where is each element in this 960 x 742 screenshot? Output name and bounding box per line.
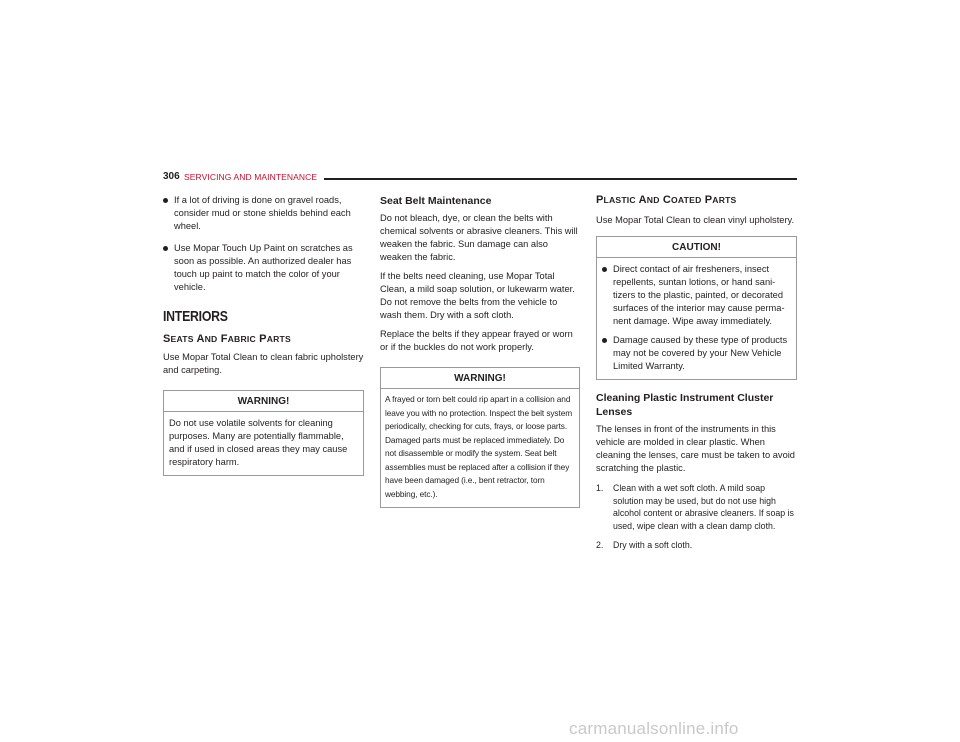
warning-text: Do not use volatile solvents for cleaning purposes. Many are potentially flammable, and if used in closed areas they may cause respiratory harm. xyxy=(169,418,348,467)
section-heading-plastic: PLASTIC AND COATED PARTS xyxy=(596,194,737,206)
list-item: 1. Clean with a wet soft cloth. A mild soap solution may be used, but do not use high alcohol content or abrasive cleaners. If soap is used, wipe clean with a clean damp cloth. xyxy=(596,483,794,531)
warning-title: WARNING! xyxy=(381,368,579,389)
column-right xyxy=(596,194,797,552)
paragraph: Replace the belts if they appear frayed or worn or if the buckles do not work properly. xyxy=(380,329,573,352)
column-left xyxy=(163,194,364,476)
watermark-text: carmanualsonline.info xyxy=(569,719,739,738)
step-list xyxy=(596,482,797,552)
caution-box xyxy=(596,236,797,380)
list-item: Direct contact of air fresheners, insect repellents, suntan lotions, or hand sani-tizers to the plastic, painted, or decorated surfaces of the interior may cause perma-nent damage. Wipe away immediately. xyxy=(602,263,791,328)
caution-title: CAUTION! xyxy=(597,237,796,258)
section-heading-seats: SEATS AND FABRIC PARTS xyxy=(163,333,291,345)
list-item: Damage caused by these type of products may not be covered by your New Vehicle Limited Warranty. xyxy=(602,334,791,373)
bullet-list xyxy=(163,194,364,294)
section-title: SERVICING AND MAINTENANCE xyxy=(184,172,318,182)
warning-text: A frayed or torn belt could rip apart in a collision and leave you with no protection. Inspect the belt system periodically, checking for cuts, frays, or loose parts. Damaged parts must be replaced immediately. Do not disassemble or modify the system. Seat belt assemblies must be replaced after a collision if they have been damaged (i.e., bent retractor, torn webbing, etc.). xyxy=(385,394,573,499)
page-number: 306 xyxy=(163,171,180,182)
bullet-icon xyxy=(602,338,607,343)
paragraph: Use Mopar Total Clean to clean fabric upholstery and carpeting. xyxy=(163,352,364,375)
paragraph: Do not bleach, dye, or clean the belts with chemical solvents or abrasive cleaners. This will weaken the fabric. Sun damage can also weaken the fabric. xyxy=(380,213,578,262)
list-item: 2. Dry with a soft cloth. xyxy=(596,540,693,550)
paragraph: Use Mopar Total Clean to clean vinyl upholstery. xyxy=(596,215,795,225)
paragraph: If the belts need cleaning, use Mopar Total Clean, a mild soap solution, or lukewarm water. Do not remove the belts from the vehicle to wash them. Dry with a soft cloth. xyxy=(380,271,575,320)
warning-title: WARNING! xyxy=(164,391,363,412)
paragraph: The lenses in front of the instruments in this vehicle are molded in clear plastic. When cleaning the lenses, care must be taken to avoid scratching the plastic. xyxy=(596,424,795,473)
warning-box xyxy=(380,367,580,508)
list-item: If a lot of driving is done on gravel roads, consider mud or stone shields behind each wheel. xyxy=(163,194,364,233)
column-middle xyxy=(380,194,580,508)
list-item: Use Mopar Touch Up Paint on scratches as soon as possible. An authorized dealer has touch up paint to match the color of your vehicle. xyxy=(163,242,364,294)
chapter-title: INTERIORS xyxy=(163,308,228,325)
bullet-icon xyxy=(163,198,168,203)
bullet-list xyxy=(602,263,791,373)
section-heading-seat-belt: Seat Belt Maintenance xyxy=(380,195,492,207)
section-heading-cluster: Cleaning Plastic Instrument Cluster Lenses xyxy=(596,392,774,418)
bullet-icon xyxy=(602,267,607,272)
warning-box xyxy=(163,390,364,476)
bullet-icon xyxy=(163,246,168,251)
header-rule xyxy=(324,178,797,180)
page-header xyxy=(163,171,797,185)
